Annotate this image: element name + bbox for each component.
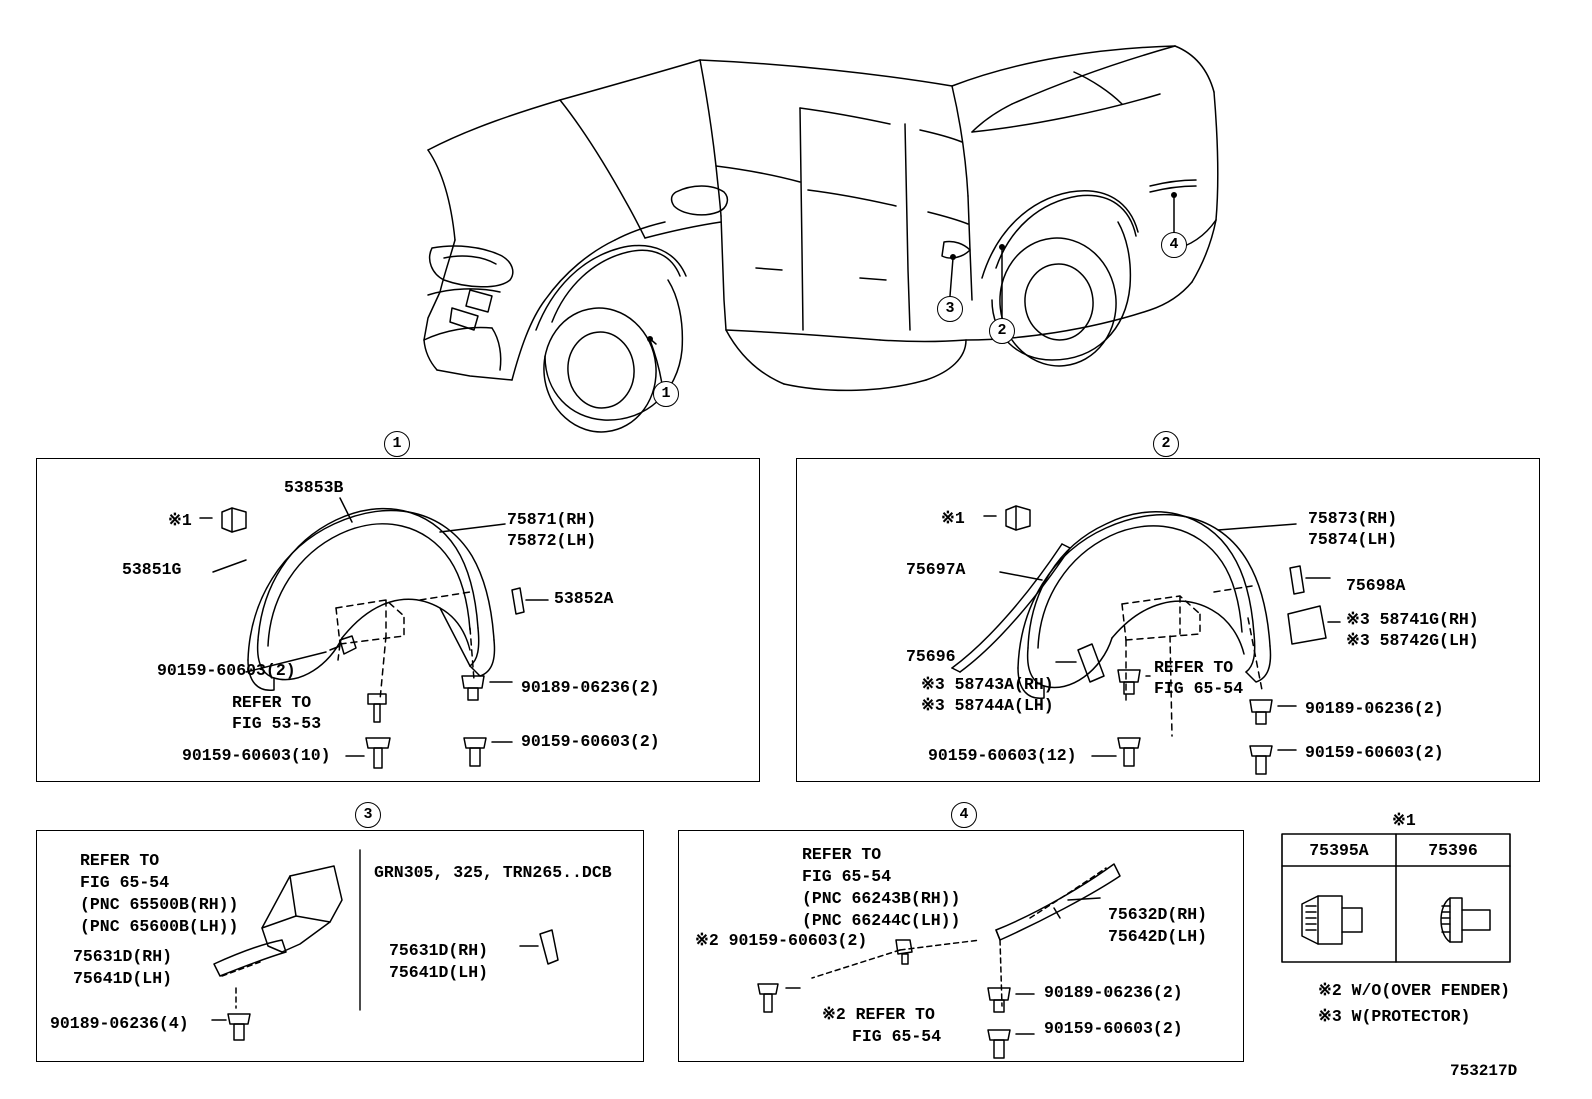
callout-1-truck[interactable]: 1 xyxy=(653,381,679,407)
panel3-label-variant-75641d-lh: 75641D(LH) xyxy=(389,963,489,982)
panel3-label-75631d-rh: 75631D(RH) xyxy=(73,947,173,966)
panel3-label-pnc-rh: (PNC 65500B(RH)) xyxy=(80,895,239,914)
panel-3-header-callout: 3 xyxy=(355,802,381,828)
figure-code: 753217D xyxy=(1450,1062,1518,1080)
panel4-label-pnc-rh: (PNC 66243B(RH)) xyxy=(802,889,961,908)
panel1-label-bolt-2a: 90159-60603(2) xyxy=(157,661,296,680)
panel-4-header-callout: 4 xyxy=(951,802,977,828)
panel1-label-clip-2: 90189-06236(2) xyxy=(521,678,660,697)
panel4-label-mark2-bolt: ※2 90159-60603(2) xyxy=(695,931,868,950)
callout-2-truck[interactable]: 2 xyxy=(989,318,1015,344)
panel3-label-75641d-lh: 75641D(LH) xyxy=(73,969,173,988)
panel4-label-mark2-refer: ※2 REFER TO xyxy=(822,1005,935,1024)
panel1-label-fig-53-53: FIG 53-53 xyxy=(232,714,322,733)
note-mark2: ※2 W/O(OVER FENDER) xyxy=(1318,981,1511,1000)
panel3-label-variant-note: GRN305, 325, TRN265..DCB xyxy=(374,863,612,882)
panel4-label-refer-to: REFER TO xyxy=(802,845,882,864)
note-mark3: ※3 W(PROTECTOR) xyxy=(1318,1007,1471,1026)
panel2-label-75696: 75696 xyxy=(906,647,956,666)
panel3-label-pnc-lh: (PNC 65600B(LH)) xyxy=(80,917,239,936)
panel-2-header-callout: 2 xyxy=(1153,431,1179,457)
panel1-label-53851g: 53851G xyxy=(122,560,182,579)
panel1-label-53853b: 53853B xyxy=(284,478,344,497)
panel3-label-fig-65-54: FIG 65-54 xyxy=(80,873,170,892)
panel4-label-fig-65-54: FIG 65-54 xyxy=(802,867,892,886)
panel4-label-clip-2: 90189-06236(2) xyxy=(1044,983,1183,1002)
panel2-label-58743a-rh: ※3 58743A(RH) xyxy=(921,675,1054,694)
panel2-label-58742g-lh: ※3 58742G(LH) xyxy=(1346,631,1479,650)
panel2-label-clip-2: 90189-06236(2) xyxy=(1305,699,1444,718)
panel4-label-bolt-2: 90159-60603(2) xyxy=(1044,1019,1183,1038)
clip-table-col-2-header: 75396 xyxy=(1428,841,1478,860)
panel4-label-pnc-lh: (PNC 66244C(LH)) xyxy=(802,911,961,930)
panel1-label-75872-lh: 75872(LH) xyxy=(507,531,597,550)
panel1-label-53852a: 53852A xyxy=(554,589,614,608)
panel2-label-58741g-rh: ※3 58741G(RH) xyxy=(1346,610,1479,629)
panel2-label-bolt-12: 90159-60603(12) xyxy=(928,746,1077,765)
panel2-label-75873-rh: 75873(RH) xyxy=(1308,509,1398,528)
panel2-label-75697a: 75697A xyxy=(906,560,966,579)
panel1-label-bolt-2b: 90159-60603(2) xyxy=(521,732,660,751)
panel3-label-variant-75631d-rh: 75631D(RH) xyxy=(389,941,489,960)
panel1-label-bolt-10: 90159-60603(10) xyxy=(182,746,331,765)
panel1-label-75871-rh: 75871(RH) xyxy=(507,510,597,529)
panel4-label-75632d-rh: 75632D(RH) xyxy=(1108,905,1208,924)
panel2-label-bolt-2: 90159-60603(2) xyxy=(1305,743,1444,762)
panel2-label-refer-to: REFER TO xyxy=(1154,658,1234,677)
panel4-label-75642d-lh: 75642D(LH) xyxy=(1108,927,1208,946)
panel2-label-fig-65-54: FIG 65-54 xyxy=(1154,679,1244,698)
callout-3-truck[interactable]: 3 xyxy=(937,296,963,322)
panel2-label-75698a: 75698A xyxy=(1346,576,1406,595)
panel-1-header-callout: 1 xyxy=(384,431,410,457)
panel3-label-clip-4: 90189-06236(4) xyxy=(50,1014,189,1033)
clip-table-col-1-header: 75395A xyxy=(1309,841,1369,860)
panel2-label-75874-lh: 75874(LH) xyxy=(1308,530,1398,549)
panel1-label-mark1: ※1 xyxy=(168,511,192,530)
callout-4-truck[interactable]: 4 xyxy=(1161,232,1187,258)
panel2-label-58744a-lh: ※3 58744A(LH) xyxy=(921,696,1054,715)
panel4-label-mark2-fig: FIG 65-54 xyxy=(852,1027,942,1046)
clip-table-mark: ※1 xyxy=(1392,811,1416,830)
panel3-label-refer-to: REFER TO xyxy=(80,851,160,870)
panel1-label-refer-to: REFER TO xyxy=(232,693,312,712)
panel2-label-mark1: ※1 xyxy=(941,509,965,528)
